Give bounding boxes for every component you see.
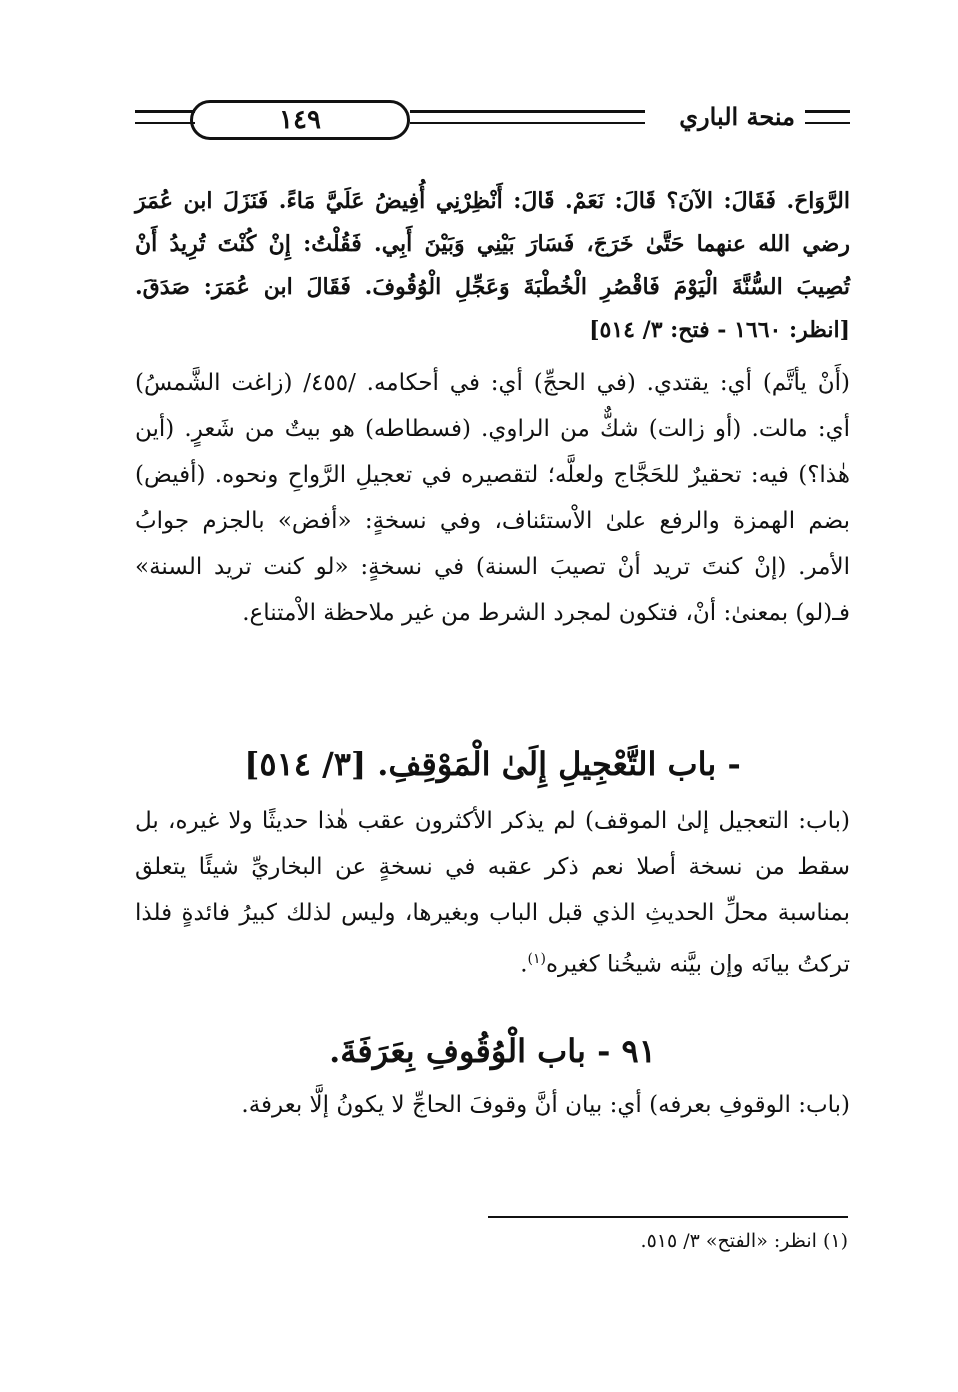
page-number-badge: [190, 100, 410, 140]
commentary-paragraph: (باب: التعجيل إلىٰ الموقف) لم يذكر الأكثرون عقب هٰذا حديثًا ولا غيره، بل سقط من نسخة أصلا نعم ذكر عقبه في نسخةٍ عن البخاريِّ شيئًا يتعلق بمناسبة محلِّ الحديثِ الذي قبل الباب وبغيرها، وليس لذلك كبيرُ فائدةٍ فلذا تركتُ بيانَه وإن بيَّنه شيخُنا كغيره$^{(١)}$.: [135, 808, 850, 978]
footnote-marker: (١): [527, 951, 546, 967]
header-rule-right-lower: [805, 122, 850, 124]
commentary-text: (باب: التعجيل إلىٰ الموقف) لم يذكر الأكثرون عقب هٰذا حديثًا ولا غيره، بل سقط من نسخة أصلا نعم ذكر عقبه في نسخةٍ عن البخاريِّ شيئًا يتعلق بمناسبة محلِّ الحديثِ الذي قبل الباب وبغيرها، وليس لذلك كبيرُ فائدةٍ فلذا تركتُ بيانَه وإن بيَّنه شيخُنا كغيره: [135, 808, 850, 978]
page-header: [135, 90, 850, 150]
footnote-separator: [488, 1216, 848, 1218]
hadith-text: الرَّوَاحَ. فَقَالَ: الآنَ؟ قَالَ: نَعَمْ. قَالَ: أَنْظِرْنِي أُفِيضُ عَلَيَّ مَاءً. فَنَزَلَ ابن عُمَرَ رضي الله عنهما حَتَّىٰ خَرَجَ، فَسَارَ بَيْنِي وَبَيْنَ أَبِي. فَقُلْتُ: إِنْ كُنْتَ تُرِيدُ أَنْ تُصِيبَ السُّنَّةَ الْيَوْمَ فَاقْصُرِ الْخُطْبَةَ وَعَجِّلِ الْوُقُوفَ. فَقَالَ ابن عُمَرَ: صَدَقَ. [انظر: ١٦٦٠ - فتح: ٣/ ٥١٤]: [135, 188, 850, 343]
chapter-heading: ٩١ - باب الْوُقُوفِ بِعَرَفَةَ.: [329, 1032, 656, 1070]
header-rule-middle: [410, 110, 645, 113]
chapter-heading: - باب التَّعْجِيلِ إِلَىٰ الْمَوْقِفِ. [٣/ ٥١٤]: [244, 745, 741, 783]
book-title: منحة الباري: [679, 102, 795, 131]
commentary-paragraph: (باب: الوقوفِ بعرفه) أي: بيان أنَّ وقوفَ الحاجِّ لا يكونُ إلَّا بعرفة.: [241, 1092, 850, 1118]
page-number: ١٤٩: [279, 105, 321, 135]
header-rule-left: [135, 110, 195, 113]
header-rule-middle-lower: [410, 122, 645, 124]
commentary-paragraph: (أَنْ يأتَّم) أي: يقتدي. (في الحجِّ) أي: في أحكامه. /٤٥٥/ (زاغت الشَّمسُ) أي: مالت. (أو زالت) شكٌّ من الراوي. (فسطاطه) هو بيتٌ من شَعرٍ. (أين هٰذا؟) فيه: تحقيرٌ للحَجَّاج ولعلَّه؛ لتقصيره في تعجيلِ الرَّواحِ ونحوه. (أفيض) بضم الهمزة والرفع علىٰ الاْستئناف، وفي نسخةٍ: «أفض» بالجزم جوابُ الأمر. (إنْ كنتَ تريد أنْ تصيبَ السنة) في نسخةٍ: «لو كنت تريد السنة» فـ(لو) بمعنىٰ: أنْ، فتكون لمجرد الشرط من غير ملاحظة الاْمتناع.: [135, 370, 850, 626]
header-rule-right: [805, 110, 850, 113]
footnote: (١) انظر: «الفتح» ٣/ ٥١٥.: [640, 1230, 848, 1252]
header-rule-left-lower: [135, 122, 195, 124]
